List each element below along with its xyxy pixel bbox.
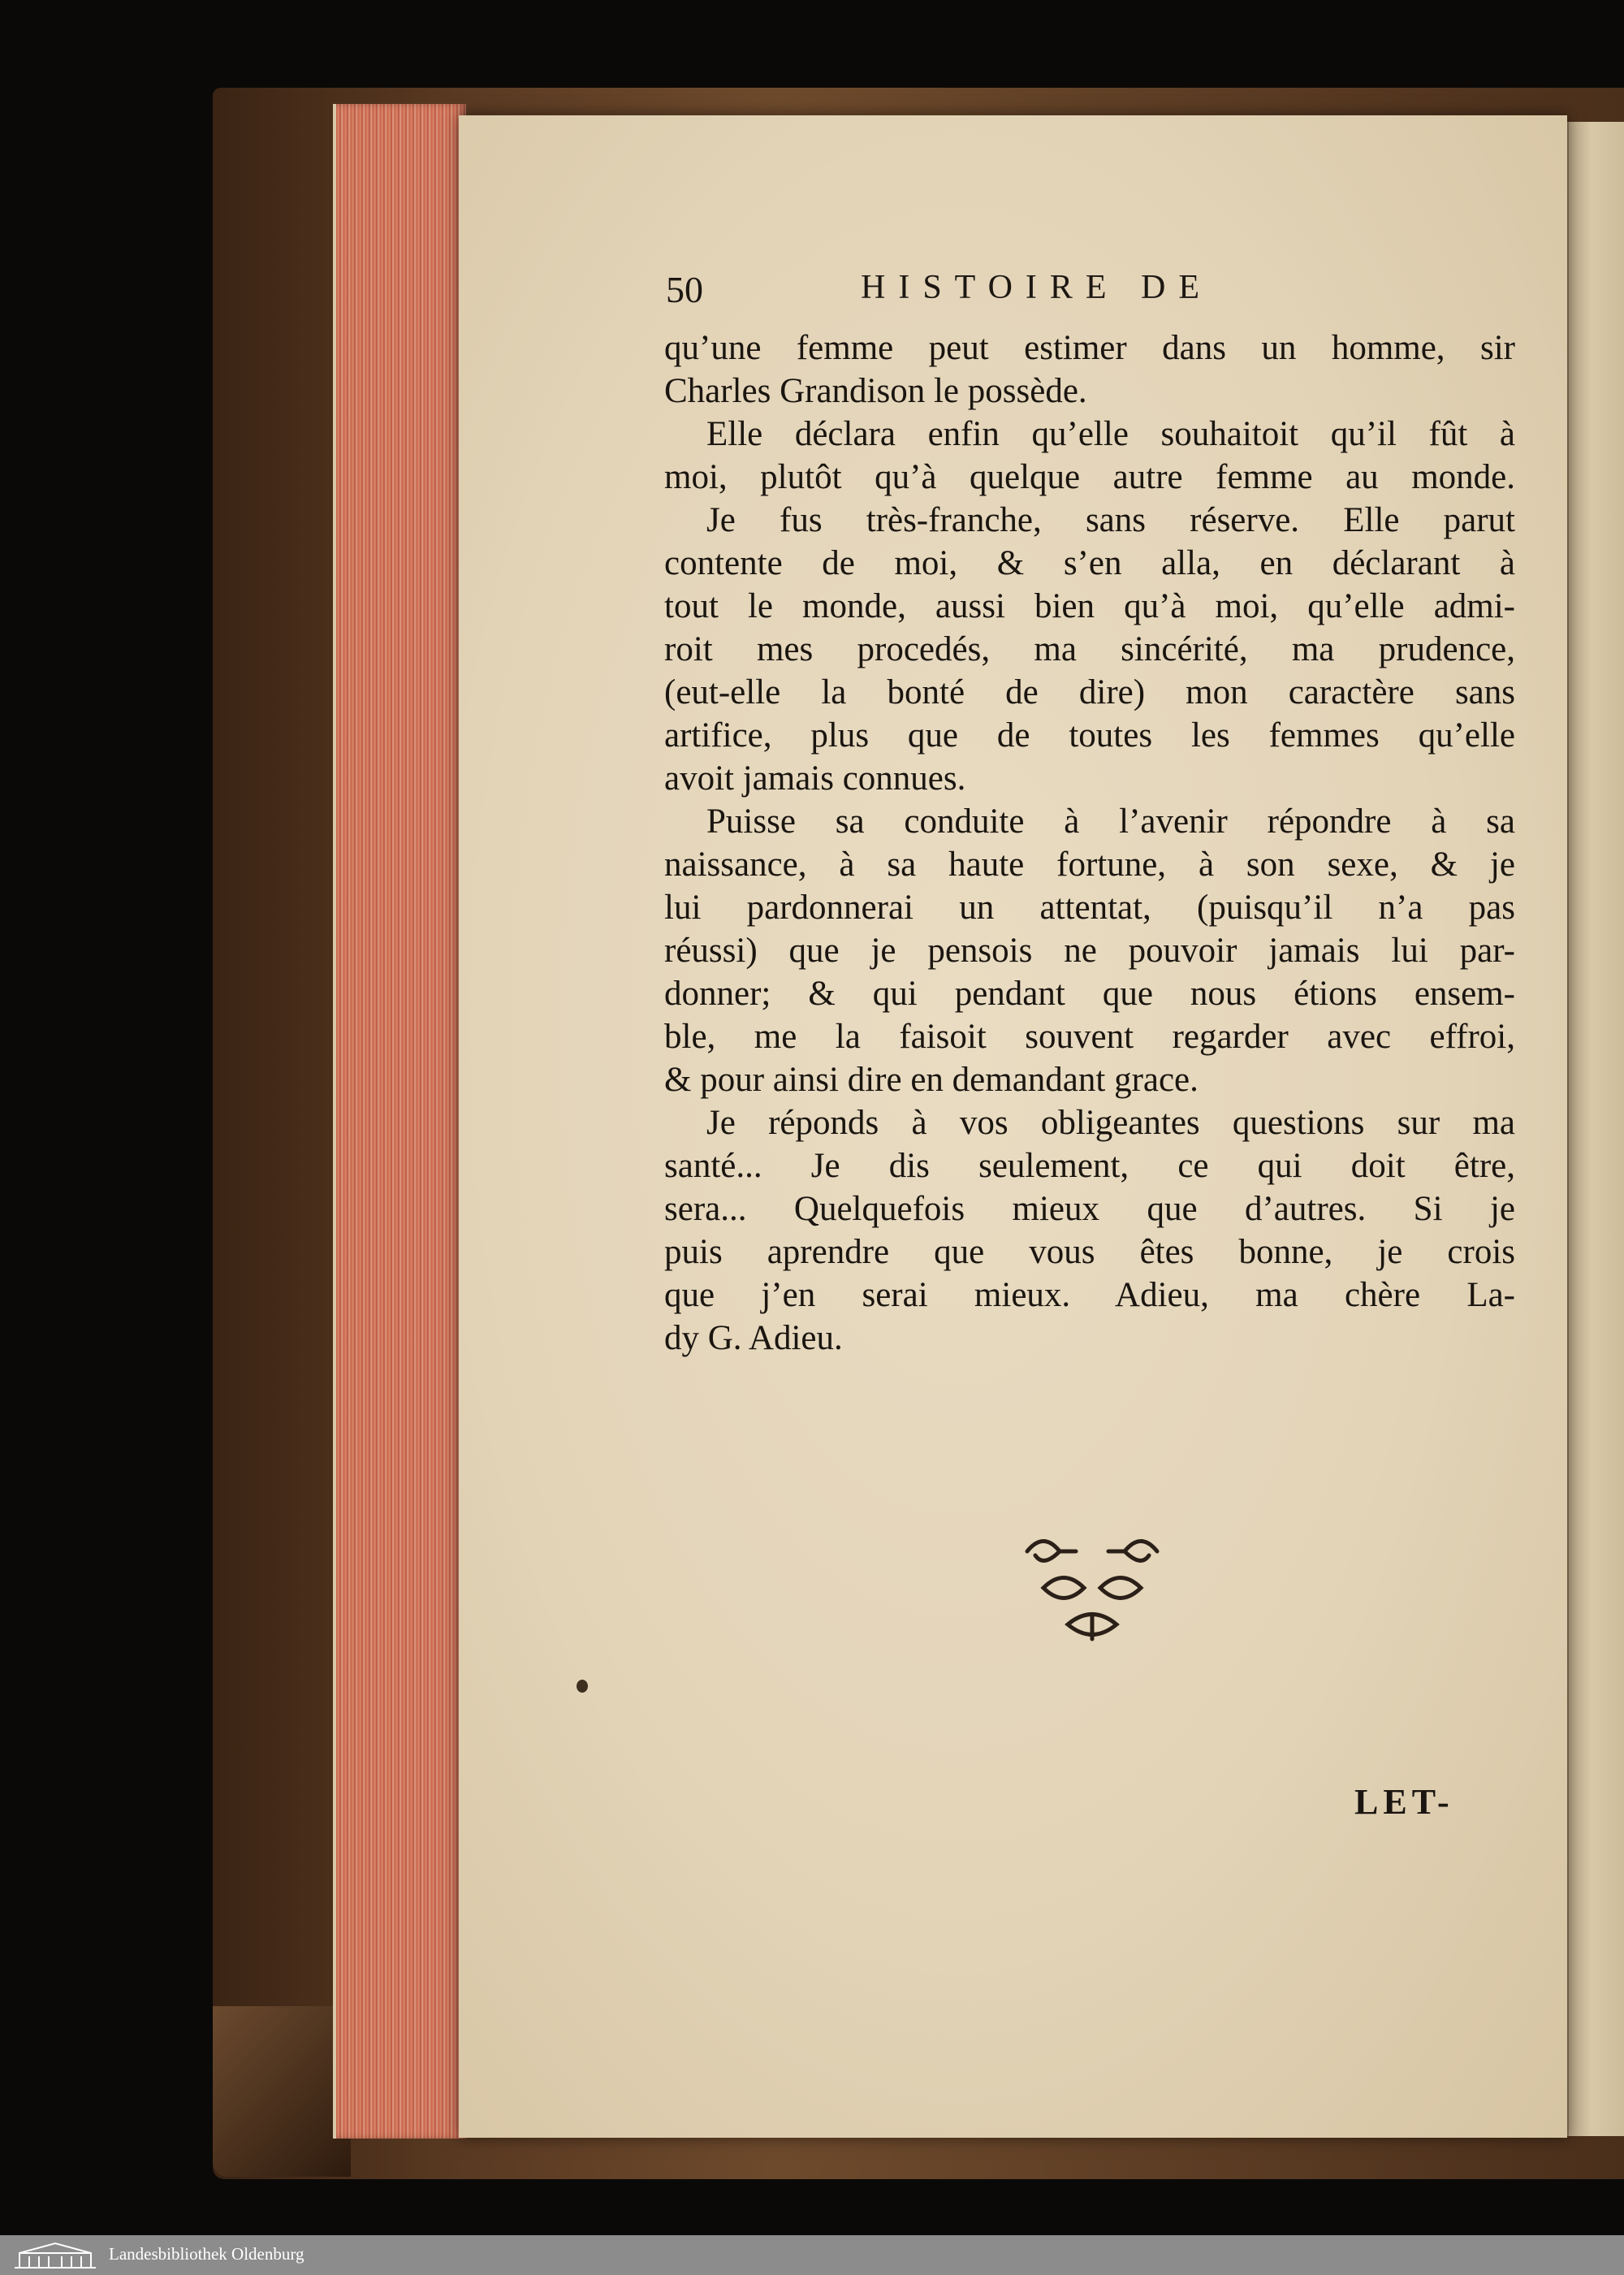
text-line: qu’une femme peut estimer dans un homme, sir (664, 329, 1515, 367)
ink-spot (577, 1680, 588, 1693)
text-line: santé... Je dis seulement, ce qui doit être, (664, 1147, 1515, 1185)
page-number: 50 (666, 269, 703, 310)
ornament-icon (1011, 1527, 1173, 1657)
text-line: sera... Quelquefois mieux que d’autres. Si je (664, 1190, 1515, 1228)
cover-corner (213, 2006, 351, 2177)
running-title: HISTOIRE DE (861, 269, 1213, 306)
text-line: Puisse sa conduite à l’avenir répondre à sa (706, 802, 1515, 841)
text-line: donner; & qui pendant que nous étions ensem- (664, 975, 1515, 1013)
text-line: ble, me la faisoit souvent regarder avec effroi, (664, 1018, 1515, 1056)
text-line: que j’en serai mieux. Adieu, ma chère La- (664, 1276, 1515, 1314)
text-line: contente de moi, & s’en alla, en déclarant à (664, 544, 1515, 582)
library-building-icon (11, 2240, 99, 2269)
catchword: LET- (1354, 1782, 1454, 1822)
text-line: réussi) que je pensois ne pouvoir jamais lui par- (664, 932, 1515, 970)
body-text (664, 327, 1515, 1360)
text-line: Charles Grandison le possède. (664, 372, 1087, 410)
page-header (666, 268, 1551, 317)
page-edges (333, 104, 466, 2139)
text-line: Elle déclara enfin qu’elle souhaitoit qu’il fût à (706, 415, 1515, 453)
text-line: & pour ainsi dire en demandant grace. (664, 1061, 1199, 1099)
text-line: naissance, à sa haute fortune, à son sexe, & je (664, 846, 1515, 884)
text-line: roit mes procedés, ma sincérité, ma prudence, (664, 630, 1515, 668)
facing-page-edge (1567, 122, 1624, 2136)
text-line: Je fus très-franche, sans réserve. Elle parut (706, 501, 1515, 539)
text-line: avoit jamais connues. (664, 759, 966, 798)
text-line: moi, plutôt qu’à quelque autre femme au monde. (664, 458, 1515, 496)
footer-bar (0, 2235, 1624, 2275)
text-line: lui pardonnerai un attentat, (puisqu’il n’a pas (664, 889, 1515, 927)
text-line: (eut-elle la bonté de dire) mon caractère sans (664, 673, 1515, 711)
text-line: tout le monde, aussi bien qu’à moi, qu’elle admi- (664, 587, 1515, 625)
text-line: puis aprendre que vous êtes bonne, je crois (664, 1233, 1515, 1271)
text-line: Je réponds à vos obligeantes questions sur ma (706, 1104, 1515, 1142)
text-line: artifice, plus que de toutes les femmes qu’elle (664, 716, 1515, 755)
text-line: dy G. Adieu. (664, 1319, 843, 1357)
library-name: Landesbibliothek Oldenburg (109, 2244, 304, 2264)
